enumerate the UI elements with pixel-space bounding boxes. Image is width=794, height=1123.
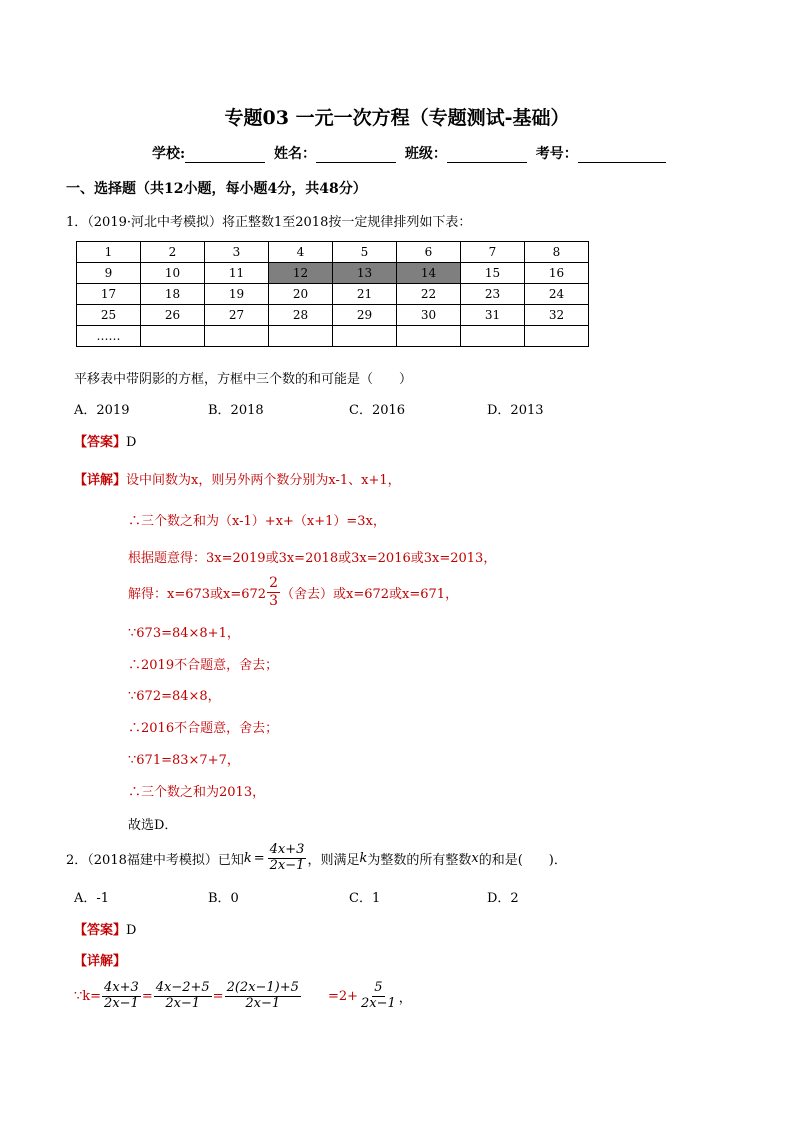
fraction-numerator: 2(2x−1)+5 — [226, 979, 299, 995]
table-cell — [525, 326, 589, 347]
table-cell: 25 — [77, 305, 141, 326]
fraction-denominator: 2x−1 — [269, 857, 305, 873]
detail-conclusion: 故选D． — [128, 818, 178, 833]
detail-tag: 【详解】 — [74, 954, 127, 969]
table-cell: 24 — [525, 284, 589, 305]
q2-stem-a: 2．（2018福建中考模拟）已知 — [66, 852, 244, 868]
q2-option-a: A．-1 — [74, 891, 110, 906]
table-cell: 32 — [525, 305, 589, 326]
detail-line: ∴2016不合题意，舍去； — [128, 721, 279, 736]
fraction-denominator: 2x−1 — [165, 995, 201, 1011]
table-cell: 17 — [77, 284, 141, 305]
table-cell: 10 — [141, 263, 205, 284]
q2-option-d: D．2 — [487, 891, 519, 906]
answer-value: D — [126, 435, 137, 450]
page-title: 专题03 一元一次方程（专题测试-基础） — [224, 107, 570, 129]
q2-stem-b: ，则满足 — [307, 852, 360, 868]
q1-question: 平移表中带阴影的方框，方框中三个数的和可能是（ ） — [74, 372, 413, 387]
detail-first-line: 设中间数为x，则另外两个数分别为x-1、x+1， — [126, 473, 401, 488]
table-cell: 2 — [141, 242, 205, 263]
table-cell: 18 — [141, 284, 205, 305]
table-cell: 8 — [525, 242, 589, 263]
q2-detail-tag — [74, 950, 126, 969]
answer-value: D — [126, 923, 137, 938]
shaded-cell: 13 — [333, 263, 397, 284]
table-cell — [141, 326, 205, 347]
q2-answer — [74, 919, 136, 938]
fraction-numerator: 4x+3 — [269, 841, 305, 857]
comma: ， — [398, 990, 412, 1006]
table-row — [77, 305, 589, 326]
detail-line: ∴三个数之和为2013， — [128, 785, 266, 800]
answer-tag: 【答案】 — [74, 435, 127, 450]
fraction-denominator: 2x−1 — [361, 995, 396, 1011]
number-table — [76, 241, 589, 347]
detail-line: 根据题意得：3x=2019或3x=2018或3x=2016或3x=2013， — [128, 551, 497, 566]
table-cell: 26 — [141, 305, 205, 326]
class-blank — [447, 147, 527, 163]
name-blank — [316, 147, 396, 163]
table-cell: 16 — [525, 263, 589, 284]
equals-sign: = — [212, 988, 224, 1004]
section-heading: 一、选择题（共12小题，每小题4分，共48分） — [66, 181, 367, 197]
fraction-4 — [359, 981, 398, 1012]
solve-text-a: 解得：x=673或x=672 — [128, 586, 267, 602]
table-cell: 7 — [461, 242, 525, 263]
table-cell — [461, 326, 525, 347]
q2-option-c: C．1 — [349, 891, 381, 906]
table-cell: 1 — [77, 242, 141, 263]
table-cell: 3 — [205, 242, 269, 263]
fraction-numerator: 2 — [269, 575, 278, 592]
table-cell: 28 — [269, 305, 333, 326]
table-cell: …… — [77, 326, 141, 347]
table-cell: 15 — [461, 263, 525, 284]
table-cell: 6 — [397, 242, 461, 263]
q1-option-a: A．2019 — [74, 403, 130, 418]
plus-two: =2+ — [327, 988, 358, 1004]
school-label: 学校: — [152, 146, 186, 162]
q2-stem-d: 的和是( )． — [478, 852, 567, 868]
table-cell: 29 — [333, 305, 397, 326]
var-k: k — [243, 850, 252, 866]
detail-solve-line — [128, 572, 458, 612]
table-cell: 23 — [461, 284, 525, 305]
q2-detail-equation — [74, 973, 412, 1019]
q1-option-c: C．2016 — [349, 403, 406, 418]
school-blank — [185, 147, 265, 163]
number-label: 考号： — [535, 146, 578, 162]
solve-text-b: （舍去）或x=672或x=671， — [281, 586, 459, 602]
name-label: 姓名： — [274, 146, 317, 162]
detail-line: ∵673=84×8+1， — [128, 626, 240, 641]
equals-sign: = — [253, 850, 265, 866]
class-label: 班级： — [404, 146, 447, 162]
q2-fraction — [268, 843, 307, 874]
table-row — [77, 242, 589, 263]
shaded-cell: 14 — [397, 263, 461, 284]
table-cell: 31 — [461, 305, 525, 326]
shaded-cell: 12 — [269, 263, 333, 284]
fraction-1 — [102, 981, 141, 1012]
detail-line: ∴三个数之和为（x-1）+x+（x+1）=3x， — [128, 514, 386, 529]
table-cell: 20 — [269, 284, 333, 305]
table-row — [77, 326, 589, 347]
equals-sign: = — [141, 988, 153, 1004]
table-cell — [205, 326, 269, 347]
table-cell: 21 — [333, 284, 397, 305]
q1-stem: 1．（2019·河北中考模拟）将正整数1至2018按一定规律排列如下表： — [66, 215, 472, 230]
var-x: x — [471, 850, 479, 866]
fraction-denominator: 2x−1 — [245, 995, 281, 1011]
fraction-denominator: 3 — [269, 592, 278, 609]
detail-line: ∵672=84×8， — [128, 689, 221, 704]
q2-option-b: B．0 — [208, 891, 239, 906]
table-cell: 4 — [269, 242, 333, 263]
table-cell: 27 — [205, 305, 269, 326]
detail-line: ∴2019不合题意，舍去； — [128, 658, 279, 673]
table-cell: 19 — [205, 284, 269, 305]
table-cell — [269, 326, 333, 347]
because-k: ∵k= — [74, 988, 102, 1004]
table-cell — [397, 326, 461, 347]
fraction-3 — [225, 981, 301, 1012]
fraction-2 — [154, 981, 212, 1012]
fraction-two-thirds — [267, 575, 280, 608]
var-k: k — [359, 850, 368, 866]
number-blank — [578, 147, 666, 163]
q1-option-b: B．2018 — [208, 403, 264, 418]
fraction-numerator: 4x+3 — [104, 979, 139, 995]
table-row — [77, 263, 589, 284]
table-cell: 30 — [397, 305, 461, 326]
q2-stem — [66, 838, 567, 878]
q1-answer — [74, 431, 136, 450]
table-cell: 22 — [397, 284, 461, 305]
table-cell: 5 — [333, 242, 397, 263]
student-info-line — [152, 143, 670, 163]
fraction-numerator: 5 — [374, 979, 383, 995]
detail-line: ∵671=83×7+7， — [128, 753, 240, 768]
table-cell: 11 — [205, 263, 269, 284]
answer-tag: 【答案】 — [74, 923, 127, 938]
table-row — [77, 284, 589, 305]
fraction-numerator: 4x−2+5 — [155, 979, 210, 995]
detail-tag: 【详解】 — [74, 473, 127, 488]
table-cell — [333, 326, 397, 347]
q1-detail — [74, 469, 401, 488]
table-cell: 9 — [77, 263, 141, 284]
q1-option-d: D．2013 — [487, 403, 544, 418]
q2-stem-c: 为整数的所有整数 — [367, 852, 472, 868]
fraction-denominator: 2x−1 — [104, 995, 139, 1011]
